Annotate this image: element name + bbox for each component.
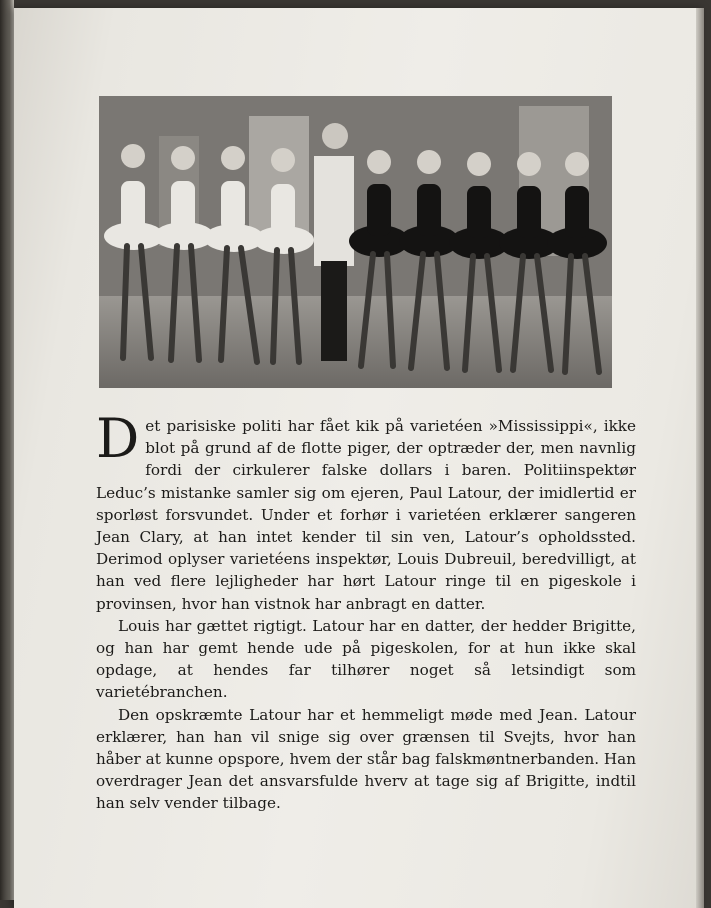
booklet-page — [14, 8, 704, 908]
drop-cap: D — [96, 407, 140, 470]
photo-illustration — [99, 96, 612, 388]
paragraph-1 — [96, 407, 636, 615]
chorus-line-photo — [99, 96, 612, 388]
page-right-edge — [696, 8, 704, 908]
paragraph-3: Den opskræmte Latour har et hemmeligt møde med Jean. Latour erklærer, han han vil snige sig over grænsen til Svejts, hvor han håber at kunne opspore, hvem der står bag falskmøntnerbanden. Han overdrager Jean det ansvarsfulde hverv at tage sig af Brigitte, indtil han selv vender tilbage. — [96, 705, 636, 813]
synopsis-text — [96, 407, 636, 815]
paragraph-2: Louis har gættet rigtigt. Latour har en datter, der hedder Brigitte, og han har gemt hende ude på pigeskolen, for at hun ikke skal opdage, at hendes far tilhører noget så letsindigt som varietébranchen. — [96, 616, 636, 702]
booklet-spine-edge — [0, 0, 14, 900]
paragraph-1-text: et parisiske politi har fået kik på varietéen »Mississippi«, ikke blot på grund af de flotte piger, der optræder der, men navnlig fordi der cirkulerer falske dollars i baren. Politiinspektør Leduc’s mistanke samler sig om ejeren, Paul Latour, der imidlertid er sporløst forsvundet. Under et forhør i varietéen erklærer sangeren Jean Clary, at han intet kender til sin ven, Latour’s opholdssted. Derimod oplyser varietéens inspektør, Louis Dubreuil, beredvilligt, at han ved flere lejligheder har hørt Latour ringe til en pigeskole i provinsen, hvor han vistnok har anbragt en datter. — [96, 417, 636, 613]
